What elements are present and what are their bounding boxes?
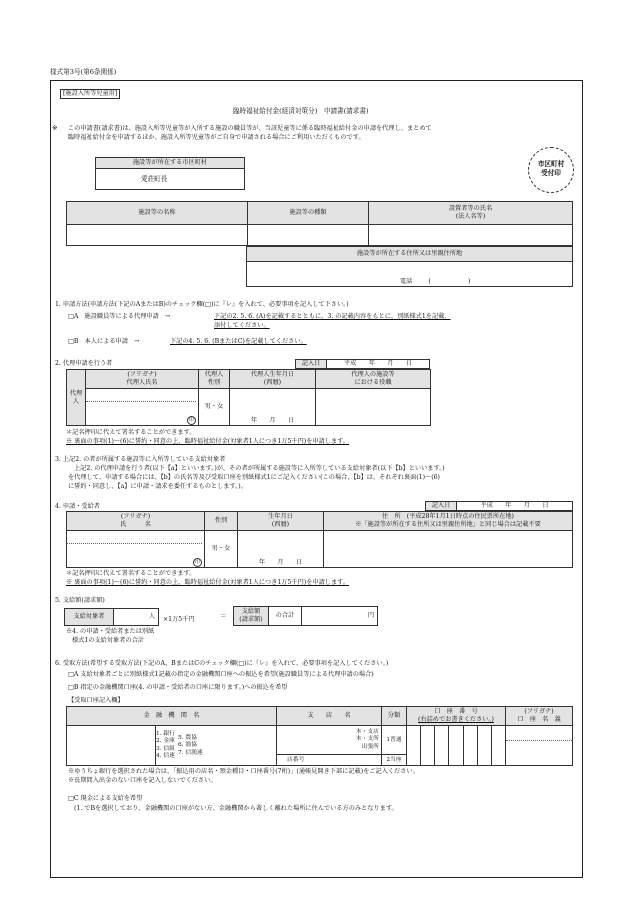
section6-note-2: ※長期間入出金のない口座を記入しないでください。 — [68, 777, 217, 784]
bank-type-shinkumi[interactable]: 3. 信組 — [156, 745, 175, 752]
section3-line-2: 上記2. の代理申請を行う者(以下【a】といいます。)が、その者が所属する施設等に入所等している支給対象者(以下【b】といいます。) — [74, 465, 445, 472]
facility-name-header: 施設等の名称 — [67, 202, 248, 225]
municipality-value[interactable]: 愛荘町長 — [96, 169, 245, 190]
section2-note-2: ※ 裏面の事項(1)～(6)に誓約・同意の上、臨時福祉給付金(対象者1人につき1万5千円)を申請します。 — [66, 438, 350, 445]
proxy-birth-field[interactable]: 年 月 日 — [230, 389, 316, 426]
section3-line-4: に誓約・同意し、【a】に申請・請求を委任するものとします。)。 — [68, 483, 247, 490]
account-title: 【受取口座記入欄】 — [68, 697, 124, 704]
option-a-text-2: 添付してください。 — [214, 322, 270, 329]
count-table — [64, 608, 159, 626]
establisher-label-2: (法人名等) — [455, 213, 486, 220]
proxy-name-field[interactable] — [86, 389, 199, 426]
applicant-gender-field[interactable]: 男・女 — [205, 531, 238, 568]
section6-heading: 6. 受取方法(希望する受取方法(下記のA、BまたはCのチェック欄(□)に『レ』を入れて、必要事項を記入してください。) — [55, 660, 389, 667]
section2-date-label: 記入日 — [296, 360, 327, 369]
total-table — [233, 606, 378, 626]
applicant-birth-label-2: (西暦) — [271, 521, 290, 528]
proxy-gender-label-1: 代理人 — [204, 371, 224, 378]
proxy-birth-label-2: (西暦) — [263, 379, 282, 386]
bank-type-shinren[interactable]: 4. 信連 — [156, 753, 175, 759]
account-table — [66, 706, 573, 766]
section4-date-field[interactable]: 平成 年 月 日 — [457, 502, 573, 511]
branch-type-options[interactable] — [276, 726, 381, 755]
option-a-text-1: 下記の2. 5. 6. (A)を記載するとともに、3. の記載内容をもとに、別紙様式1を記載、 — [214, 313, 451, 320]
class-current[interactable]: 2当座 — [381, 755, 406, 766]
section6-note-1: ※ゆうちょ銀行を選択された場合は、「振込用の店名・預金種目・口座番号(7桁)」(通帳見開き下部に記載)をご記入ください。 — [68, 768, 419, 775]
facility-type-header: 施設等の種類 — [248, 202, 369, 225]
equals: ＝ — [220, 612, 227, 620]
applicant-address-field[interactable] — [324, 531, 573, 568]
account-digit[interactable] — [421, 726, 435, 766]
applicant-address-header — [324, 512, 573, 531]
section4-note-1: ＊記名押印に代えて署名することができます。 — [66, 570, 196, 577]
count-field[interactable]: 人 — [114, 609, 159, 626]
number-label-2: (右詰めでお書きください。) — [417, 716, 494, 723]
phone-label: 電話 — [400, 278, 413, 285]
proxy-role-header — [316, 370, 431, 389]
section3-line-3: を代理して、申請する場合には、【b】の氏名等及び受取口座を別紙様式1にご記入ください(この場合、【b】は、それぞれ裏面(1)～(6) — [68, 474, 440, 481]
applicant-birth-field[interactable]: 年 月 日 — [238, 531, 324, 568]
proxy-role-label-1: 代理人の施設等 — [351, 371, 395, 378]
stamp-line-2: 受付印 — [541, 169, 561, 177]
count-label: 支給対象者 — [65, 609, 114, 626]
applicant-birth-header — [238, 512, 324, 531]
seal-icon: 印 — [194, 559, 200, 565]
number-header — [406, 707, 505, 726]
facility-address-label: 施設等が所在する住所又は里親住所地 — [247, 247, 573, 262]
holder-label-2: 口 座 名 義 — [517, 716, 561, 723]
applicant-name-label: 氏 名 — [120, 521, 151, 528]
reception-stamp — [528, 147, 574, 193]
section2-note-1: ＊記名押印に代えて署名することができます。 — [66, 429, 196, 436]
section4-heading: 4. 申請・受給者 — [55, 503, 100, 510]
section2-date-table — [295, 359, 430, 369]
bank-type-gyokyo[interactable]: 6. 漁協 — [177, 742, 197, 748]
total-label-2: (請求額) — [239, 616, 263, 623]
category-box: [施設入所等児童用] — [60, 89, 120, 99]
applicant-name-header — [67, 512, 205, 531]
account-digit[interactable] — [449, 726, 463, 766]
proxy-role-label-2: における役職 — [354, 379, 392, 386]
holder-field[interactable] — [505, 726, 572, 766]
bank-type-kinko[interactable]: 2. 金庫 — [156, 738, 175, 744]
facility-address-field[interactable] — [247, 262, 573, 287]
account-digit[interactable] — [491, 726, 505, 766]
section2-date-field[interactable]: 平成 年 月 日 — [327, 360, 430, 369]
class-header: 分類 — [381, 707, 406, 726]
bank-type-bank[interactable]: 1. 銀行 — [156, 730, 175, 737]
applicant-gender-header: 性別 — [205, 512, 238, 531]
option-c-note: (1. でBを選択しており、金融機関の口座がない方、金融機関から著しく離れた場所に住んでいる方のみとなります。 — [74, 805, 398, 812]
facility-table — [66, 201, 573, 246]
branch-type-honshiten[interactable]: 本・支店 — [355, 728, 379, 735]
section5-note-2: 様式1の支給対象者の合計 — [72, 637, 144, 644]
bank-name-field[interactable] — [67, 726, 156, 766]
applicant-name-field[interactable] — [67, 531, 205, 568]
establisher-label-1: 設置者等の氏名 — [448, 205, 493, 212]
proxy-table — [66, 369, 431, 426]
total-label — [234, 607, 269, 626]
phone-field[interactable]: ( ) — [428, 278, 471, 285]
facility-name-field[interactable] — [67, 225, 248, 246]
proxy-kana-label: (フリガナ) — [127, 371, 157, 378]
multiplier: ×1万5千円 — [163, 616, 195, 623]
form-number: 様式第3号(第6条関係) — [50, 68, 117, 76]
applicant-address-label-1: 住 所 (平成28年1月1日時点の住民票所在地) — [382, 513, 514, 520]
bank-type-shingyoren[interactable]: 7. 信漁連 — [177, 749, 203, 756]
option-a-proxy[interactable]: □A 施設職員等による代理申請 → — [68, 313, 171, 320]
note-line-2: 臨時福祉給付金を申請するほか、施設入所等児童等がご自身で申請される場合にご利用いただくものです。 — [68, 134, 365, 141]
proxy-side-label: 代理人 — [67, 370, 86, 426]
proxy-name-header — [86, 370, 199, 389]
account-digit[interactable] — [435, 726, 449, 766]
class-ordinary[interactable]: 1普通 — [381, 726, 406, 755]
bank-type-options[interactable] — [156, 726, 277, 766]
facility-establisher-field[interactable] — [369, 225, 573, 246]
note-mark: ※ — [52, 124, 58, 132]
section4-date-table — [425, 501, 573, 511]
applicant-table — [66, 511, 573, 568]
section4-date-label: 記入日 — [426, 502, 457, 511]
municipality-table — [95, 157, 245, 190]
proxy-birth-header — [230, 370, 316, 389]
holder-header — [505, 707, 572, 726]
total-suffix: の合計 — [269, 607, 302, 626]
total-field[interactable]: 円 — [302, 607, 378, 626]
facility-establisher-header — [369, 202, 573, 225]
form-title: 臨時福祉給付金(経済対策分) 申請書(請求書) — [233, 107, 369, 115]
option-b-text: 下記の4. 5. 6. (BまたはC)を記載してください。 — [170, 338, 307, 345]
stamp-line-1: 市区町村 — [537, 160, 565, 168]
proxy-role-field[interactable] — [316, 389, 431, 426]
branch-code-field[interactable]: 店番号 — [276, 755, 381, 766]
branch-header: 支 店 名 — [276, 707, 381, 726]
proxy-gender-header — [199, 370, 230, 389]
option-a-transfer[interactable]: □A 支給対象者ごとに別紙様式1記載の指定の金融機関口座への振込を希望(施設職員等による代理申請の場合) — [68, 671, 374, 678]
account-digit[interactable] — [477, 726, 491, 766]
account-digit[interactable] — [463, 726, 477, 766]
bank-header: 金 融 機 関 名 — [67, 707, 277, 726]
section1-heading: 1. 申請方法(申請方法(下記のAまたはB)のチェック欄(□)に『レ』を入れて、必要事項を記入して下さい。) — [55, 301, 349, 308]
branch-type-honshisho[interactable]: 本・支所 — [355, 736, 379, 743]
proxy-gender-label-2: 性別 — [207, 379, 221, 386]
branch-type-shutchojo[interactable]: 出張所 — [361, 743, 379, 750]
note-line-1: この申請書(請求書)は、施設入所等児童等が入所する施設の職員等が、当該児童等に係る臨時福祉給付金の申請を代理し、まとめて — [68, 125, 432, 132]
applicant-address-label-2: ※「施設等が所在する住所又は里親住所地」と同じ場合は記載不要 — [355, 521, 541, 528]
proxy-gender-field[interactable]: 男・女 — [199, 389, 230, 426]
municipality-label: 施設等が所在する市区町村 — [96, 158, 245, 169]
holder-label-1: (フリガナ) — [524, 708, 554, 715]
applicant-birth-label-1: 生年月日 — [268, 513, 293, 520]
option-b-self[interactable]: □B 本人による申請 → — [68, 338, 140, 345]
section4-note-2: ※ 裏面の事項(1)～(6)に誓約・同意の上、臨時福祉給付金(対象者1人につき1万5千円)を申請します。 — [66, 579, 350, 586]
section5-heading: 5. 支給額(請求額) — [55, 597, 105, 604]
section2-heading: 2. 代理申請を行う者 — [55, 360, 113, 367]
bank-type-nokyo[interactable]: 5. 農協 — [177, 734, 197, 741]
proxy-name-label: 代理人氏名 — [126, 379, 158, 386]
facility-address-table — [246, 246, 573, 287]
section3-line-1: 3. 上記2. の者が所属する施設等に入所等している支給対象者 — [55, 456, 226, 463]
proxy-birth-label-1: 代理人生年月日 — [250, 371, 295, 378]
total-label-1: 支給額 — [241, 608, 261, 615]
section5-note-1: ※4. の申請・受給者または別紙 — [66, 628, 155, 635]
option-b-transfer[interactable]: □B 指定の金融機関口座(4. の申請・受給者の口座に限ります。)への振込を希望 — [68, 684, 288, 691]
applicant-kana-label: (フリガナ) — [120, 513, 151, 520]
facility-type-field[interactable] — [248, 225, 369, 246]
option-c-cash[interactable]: □C 現金による支給を希望 — [68, 795, 143, 802]
account-digit[interactable] — [406, 726, 420, 766]
seal-icon: 印 — [188, 417, 194, 423]
number-label-1: 口 座 番 号 — [434, 708, 478, 715]
